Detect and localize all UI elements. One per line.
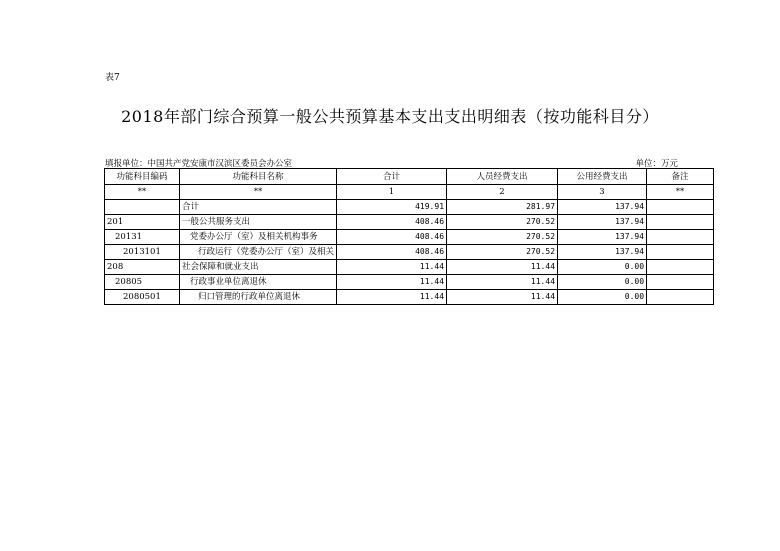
row-total: 408.46 bbox=[337, 230, 447, 245]
index-personnel: 2 bbox=[447, 185, 558, 200]
row-note bbox=[647, 200, 714, 215]
table-row bbox=[105, 245, 714, 260]
row-name: 行政运行（党委办公厅（室）及相关 bbox=[180, 245, 337, 260]
row-public: 0.00 bbox=[558, 260, 647, 275]
row-personnel: 270.52 bbox=[447, 215, 558, 230]
index-public: 3 bbox=[558, 185, 647, 200]
table-row bbox=[105, 200, 714, 215]
index-total: 1 bbox=[337, 185, 447, 200]
table-number: 表7 bbox=[105, 73, 120, 83]
page-title: 2018年部门综合预算一般公共预算基本支出支出明细表（按功能科目分） bbox=[121, 107, 659, 126]
index-name: ** bbox=[180, 185, 337, 200]
row-code: 20805 bbox=[105, 275, 180, 290]
index-note: ** bbox=[647, 185, 714, 200]
row-personnel: 270.52 bbox=[447, 230, 558, 245]
header-note: 备注 bbox=[647, 169, 714, 185]
row-code: 20131 bbox=[105, 230, 180, 245]
row-name: 归口管理的行政单位离退休 bbox=[180, 290, 337, 305]
row-note bbox=[647, 230, 714, 245]
row-personnel: 11.44 bbox=[447, 275, 558, 290]
row-public: 137.94 bbox=[558, 230, 647, 245]
row-code: 2080501 bbox=[105, 290, 180, 305]
table-row bbox=[105, 275, 714, 290]
row-total: 408.46 bbox=[337, 215, 447, 230]
row-name: 党委办公厅（室）及相关机构事务 bbox=[180, 230, 337, 245]
row-code: 208 bbox=[105, 260, 180, 275]
row-total: 408.46 bbox=[337, 245, 447, 260]
row-personnel: 281.97 bbox=[447, 200, 558, 215]
filler-unit: 填报单位：中国共产党安康市汉滨区委员会办公室 bbox=[105, 159, 293, 169]
table-index-row bbox=[105, 185, 714, 200]
row-name: 合计 bbox=[180, 200, 337, 215]
row-personnel: 11.44 bbox=[447, 260, 558, 275]
header-personnel: 人员经费支出 bbox=[447, 169, 558, 185]
header-name: 功能科目名称 bbox=[180, 169, 337, 185]
row-total: 11.44 bbox=[337, 260, 447, 275]
row-name: 社会保障和就业支出 bbox=[180, 260, 337, 275]
table-row bbox=[105, 260, 714, 275]
row-public: 0.00 bbox=[558, 290, 647, 305]
row-name: 行政事业单位离退休 bbox=[180, 275, 337, 290]
row-note bbox=[647, 290, 714, 305]
table-row bbox=[105, 230, 714, 245]
row-public: 0.00 bbox=[558, 275, 647, 290]
row-total: 419.91 bbox=[337, 200, 447, 215]
row-total: 11.44 bbox=[337, 290, 447, 305]
row-note bbox=[647, 245, 714, 260]
row-note bbox=[647, 260, 714, 275]
row-name: 一般公共服务支出 bbox=[180, 215, 337, 230]
row-public: 137.94 bbox=[558, 215, 647, 230]
row-public: 137.94 bbox=[558, 200, 647, 215]
row-code: 2013101 bbox=[105, 245, 180, 260]
row-code: 201 bbox=[105, 215, 180, 230]
money-unit: 单位：万元 bbox=[635, 159, 678, 169]
row-personnel: 11.44 bbox=[447, 290, 558, 305]
table-header-row bbox=[105, 169, 714, 185]
header-code: 功能科目编码 bbox=[105, 169, 180, 185]
row-public: 137.94 bbox=[558, 245, 647, 260]
header-public: 公用经费支出 bbox=[558, 169, 647, 185]
header-total: 合计 bbox=[337, 169, 447, 185]
index-code: ** bbox=[105, 185, 180, 200]
row-code bbox=[105, 200, 180, 215]
table-row bbox=[105, 215, 714, 230]
budget-table bbox=[104, 168, 714, 305]
row-total: 11.44 bbox=[337, 275, 447, 290]
table-row bbox=[105, 290, 714, 305]
row-note bbox=[647, 275, 714, 290]
row-note bbox=[647, 215, 714, 230]
row-personnel: 270.52 bbox=[447, 245, 558, 260]
